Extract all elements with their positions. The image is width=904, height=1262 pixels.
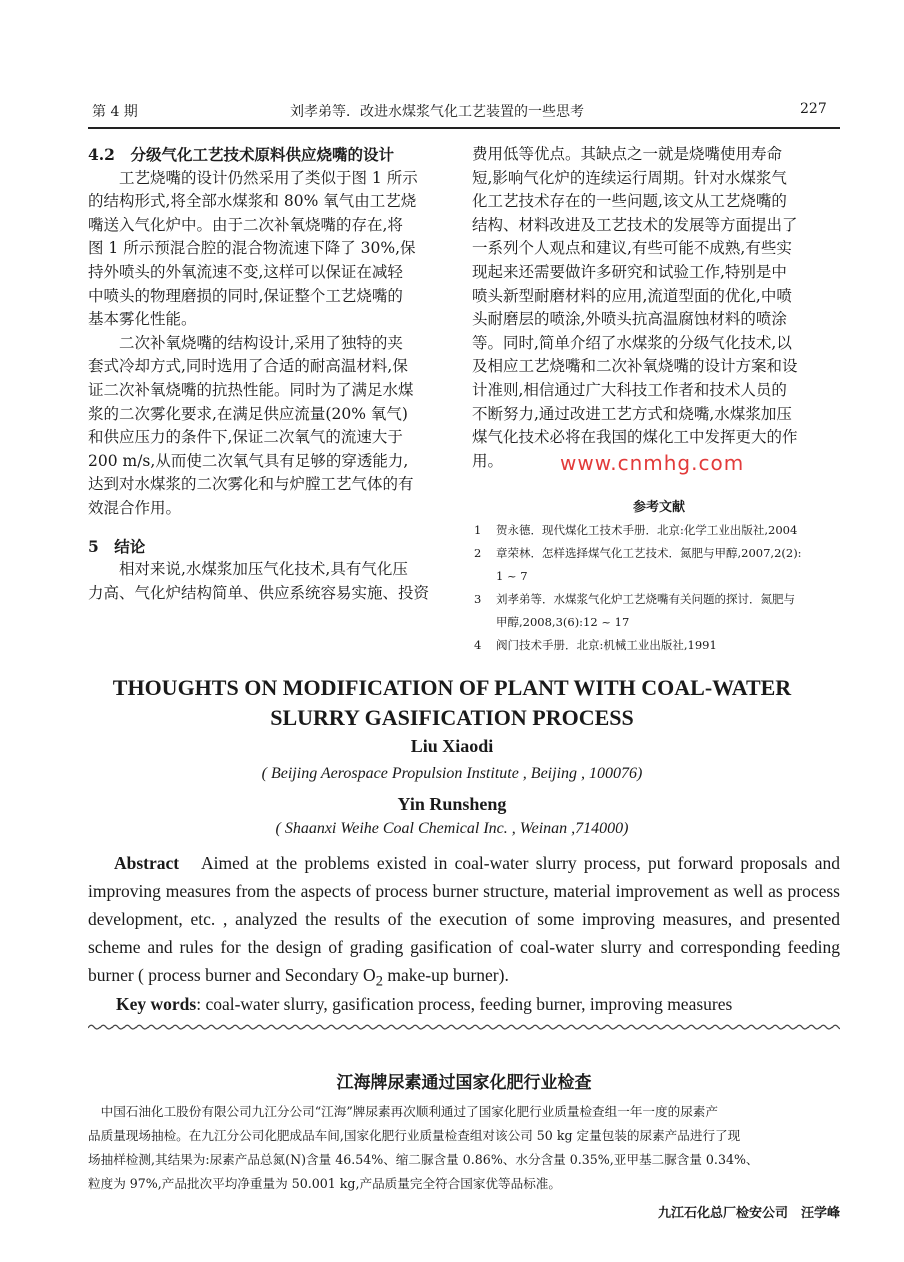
text-line: 中国石油化工股份有限公司九江分公司“江海”牌尿素再次顺利通过了国家化肥行业质量检查组一年一度的尿素产 (88, 1104, 718, 1119)
text-line: 图 1 所示预混合腔的混合物流速下降了 30%,保 (88, 239, 416, 258)
affiliation-2: ( Shaanxi Weihe Coal Chemical Inc. , Weinan ,714000) (275, 820, 629, 837)
references: 参考文献 1 贺永德．现代煤化工技术手册．北京:化学工业出版社,2004 2 章荣林．怎样选择煤气化工艺技术．氮肥与甲醇,2007,2(2): 1 ~ 7 3 刘孝弟等．水煤浆气化炉工艺烧嘴有关问题的探讨．氮肥与 甲醇,2008,3(6):12 ~ 17 4 阀门技术手册．北京:机械工业出版社,1991 (474, 496, 844, 657)
decorative-divider (88, 1022, 840, 1032)
page-number: 227 (800, 101, 827, 117)
right-column (472, 143, 798, 473)
text-line: 结构、材料改进及工艺技术的发展等方面提出了 (472, 215, 798, 234)
text-line: 计准则,相信通过广大科技工作者和技术人员的 (472, 380, 787, 399)
text-line: 相对来说,水煤浆加压气化技术,具有气化压 (119, 560, 408, 579)
news-paragraph (88, 1100, 840, 1196)
news-signature: 九江石化总厂检安公司 汪学峰 (657, 1206, 840, 1221)
text-line: 二次补氧烧嘴的结构设计,采用了独特的夹 (119, 333, 403, 352)
text-line: 200 m/s,从而使二次氧气具有足够的穿透能力, (88, 451, 409, 470)
text-line: 品质量现场抽检。在九江分公司化肥成品车间,国家化肥行业质量检查组对该公司 50 kg 定量包装的尿素产品进行了现 (88, 1128, 741, 1143)
text-line: 头耐磨层的喷涂,外喷头抗高温腐蚀材料的喷涂 (472, 310, 787, 329)
text-line: 喷头新型耐磨材料的应用,流道型面的优化,中喷 (472, 286, 792, 305)
keywords: Key words: coal-water slurry, gasification process, feeding burner, improving measures (116, 994, 733, 1014)
watermark: www.cnmhg.com (560, 451, 745, 475)
text-line: 用。 (472, 451, 504, 470)
issue-number: 第 4 期 (92, 104, 138, 120)
reference-item: 3 刘孝弟等．水煤浆气化炉工艺烧嘴有关问题的探讨．氮肥与 (474, 592, 795, 606)
header-rule (88, 127, 840, 129)
text-line: 及相应工艺烧嘴和二次补氧烧嘴的设计方案和设 (472, 357, 798, 376)
left-column (88, 143, 429, 605)
text-line: 现起来还需要做许多研究和试验工作,特别是中 (472, 262, 787, 281)
english-title-line1: THOUGHTS ON MODIFICATION OF PLANT WITH COAL-WATER (112, 675, 792, 700)
english-title-line2: SLURRY GASIFICATION PROCESS (270, 705, 634, 730)
text-line: 和供应压力的条件下,保证二次氧气的流速大于 (88, 428, 403, 447)
reference-item: 1 贺永德．现代煤化工技术手册．北京:化学工业出版社,2004 (474, 523, 798, 537)
affiliation-1: ( Beijing Aerospace Propulsion Institute , Beijing , 100076) (261, 765, 643, 782)
text-line: 场抽样检测,其结果为:尿素产品总氮(N)含量 46.54%、缩二脲含量 0.86%、水分含量 0.35%,亚甲基二脲含量 0.34%、 (88, 1152, 759, 1167)
text-line: 嘴送入气化炉中。由于二次补氧烧嘴的存在,将 (88, 215, 403, 234)
text-line: 达到对水煤浆的二次雾化和与炉膛工艺气体的有 (88, 475, 414, 494)
reference-item: 4 阀门技术手册．北京:机械工业出版社,1991 (474, 638, 717, 652)
author-2: Yin Runsheng (397, 794, 507, 814)
section-heading-4-2: 4.2 分级气化工艺技术原料供应烧嘴的设计 (88, 145, 394, 164)
text-line: 持外喷头的外氧流速不变,这样可以保证在减轻 (88, 262, 403, 281)
references-title: 参考文献 (632, 500, 685, 515)
abstract-label: Abstract (114, 853, 180, 873)
text-line: 工艺烧嘴的设计仍然采用了类似于图 1 所示 (119, 168, 418, 187)
news-title: 江海牌尿素通过国家化肥行业检查 (336, 1073, 592, 1093)
text-line: 的结构形式,将全部水煤浆和 80% 氧气由工艺烧 (88, 192, 417, 211)
text-line: 不断努力,通过改进工艺方式和烧嘴,水煤浆加压 (472, 404, 792, 423)
text-line: 短,影响气化炉的连续运行周期。针对水煤浆气 (472, 168, 787, 187)
text-line: 一系列个人观点和建议,有些可能不成熟,有些实 (472, 239, 792, 258)
reference-item: 2 章荣林．怎样选择煤气化工艺技术．氮肥与甲醇,2007,2(2): (474, 546, 802, 560)
text-line: 中喷头的物理磨损的同时,保证整个工艺烧嘴的 (88, 286, 403, 305)
text-line: 套式冷却方式,同时选用了合适的耐高温材料,保 (88, 357, 408, 376)
text-line: 浆的二次雾化要求,在满足供应流量(20% 氧气) (88, 404, 408, 423)
text-line: 基本雾化性能。 (88, 310, 197, 329)
section-heading-5: 5 结论 (88, 536, 146, 556)
author-1: Liu Xiaodi (410, 736, 494, 756)
text-line: 效混合作用。 (88, 498, 182, 517)
text-line: 粒度为 97%,产品批次平均净重量为 50.001 kg,产品质量完全符合国家优等品标准。 (88, 1176, 561, 1191)
text-line: 力高、气化炉结构简单、供应系统容易实施、投资 (88, 583, 430, 602)
text-line: 等。同时,简单介绍了水煤浆的分级气化技术,以 (472, 333, 792, 352)
text-line: 证二次补氧烧嘴的抗热性能。同时为了满足水煤 (88, 380, 414, 399)
text-line: 煤气化技术必将在我国的煤化工中发挥更大的作 (472, 428, 798, 447)
text-line: 化工艺技术存在的一些问题,该文从工艺烧嘴的 (472, 192, 787, 211)
text-line: 费用低等优点。其缺点之一就是烧嘴使用寿命 (472, 145, 783, 163)
abstract: Abstract Aimed at the problems existed in coal-water slurry process, put forward proposals and improving measures from the aspects of process burner structure, material improvement as well as process development, etc. , analyzed the results of the execution of some improving measures, and presented scheme and rules for the design of grading gasification of coal-water slurry and corresponding feeding burner ( process burner and Secondary $O_2$ make-up burner). (88, 853, 840, 990)
running-title: 刘孝弟等．改进水煤浆气化工艺装置的一些思考 (290, 104, 584, 120)
